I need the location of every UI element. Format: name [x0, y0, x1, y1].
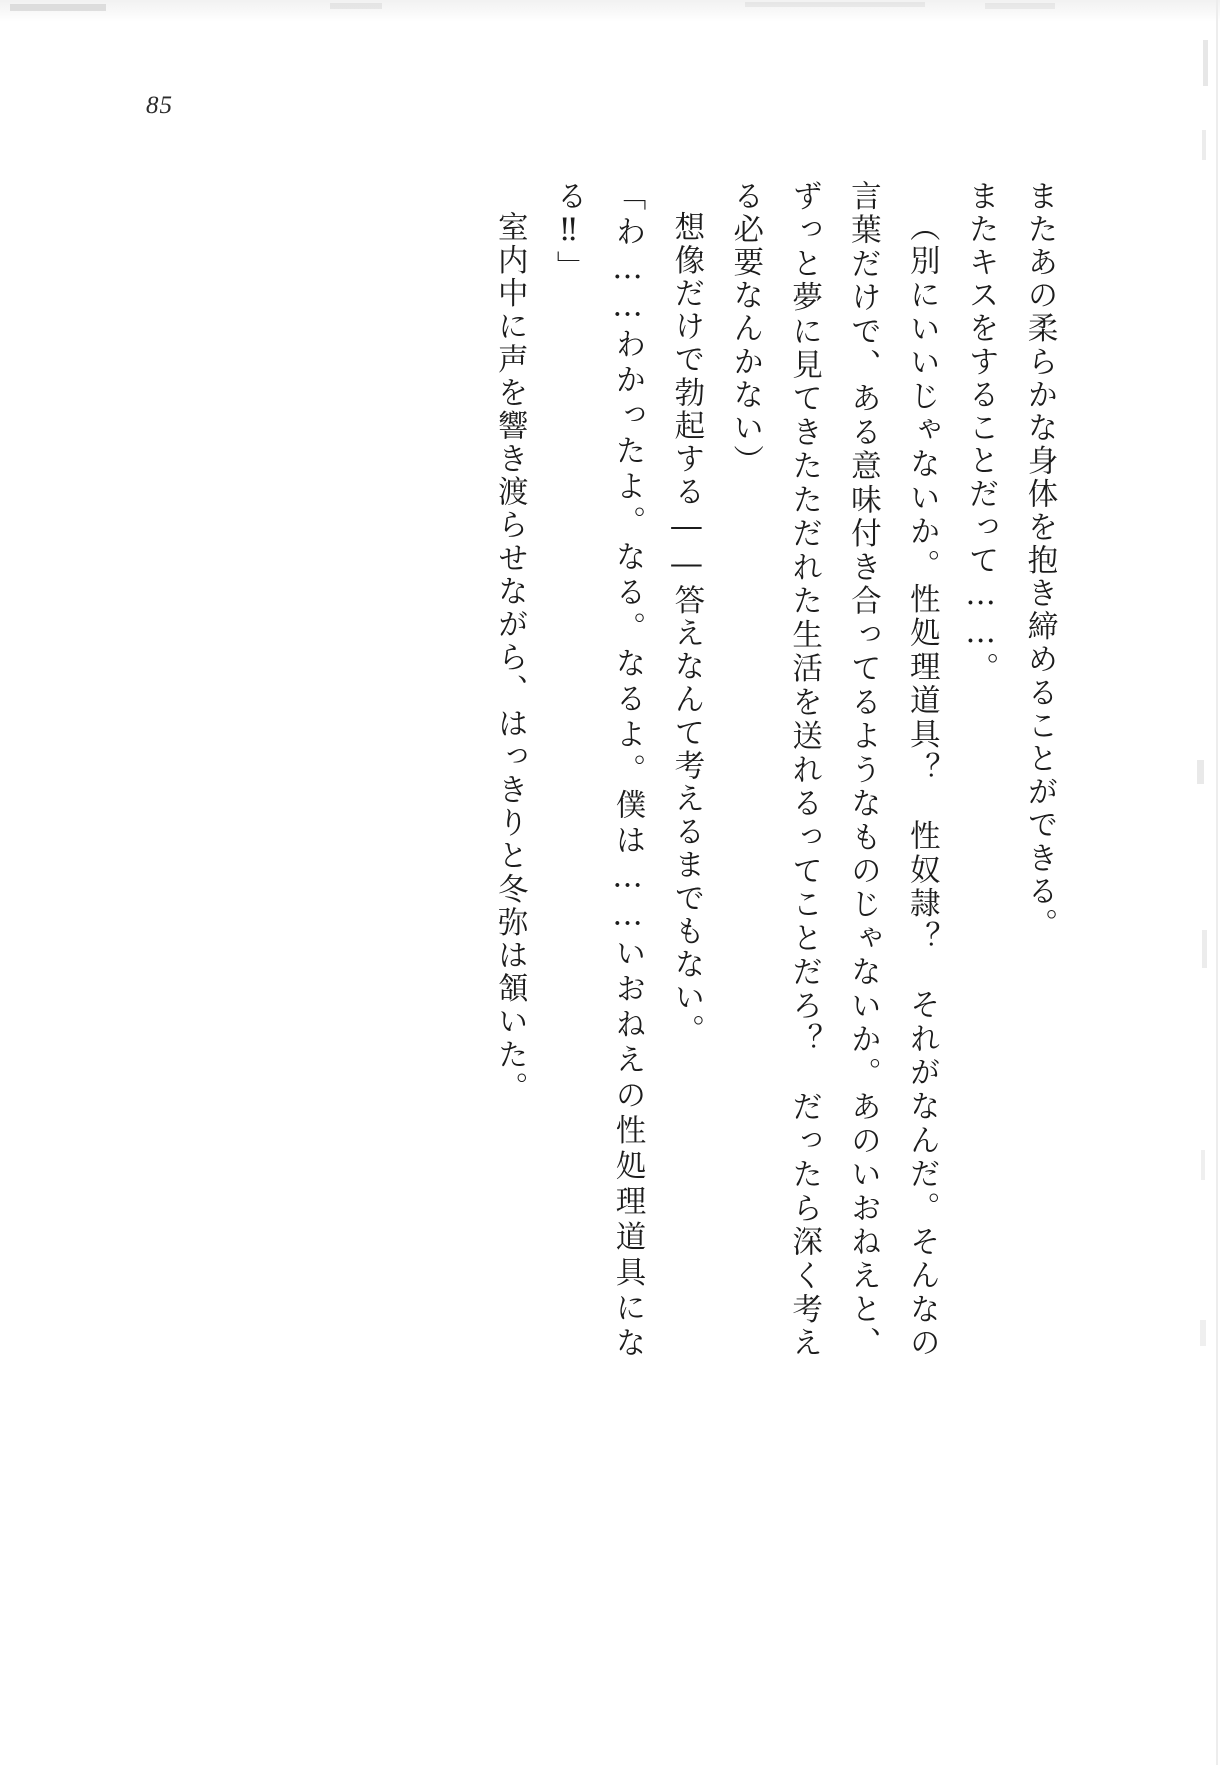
scan-speckle [745, 2, 925, 7]
body-text-block [479, 180, 1068, 1360]
paragraph: またあの柔らかな身体を抱き締めることができる。 [1022, 180, 1057, 942]
paragraph: 想像だけで勃起する――答えなんて考えるまでもない。 [668, 211, 704, 1048]
scan-speckle [985, 3, 1055, 9]
scan-speckle [10, 4, 106, 11]
scan-speckle [1201, 1150, 1205, 1180]
page-number: 85 [146, 92, 173, 119]
paragraph: （別にいいじゃないか。性処理道具？ 性奴隷？ それがなんだ。そんなの言葉だけで、ある意味付き合ってるようなものじゃないか。あのいおねえと、ずっと夢に見てきたただれた生活を送れるってことだろ？ だったら深く考える必要なんかない） [727, 180, 940, 1360]
paragraph-dialogue: 「わ……わかったよ。なる。なるよ。僕は……いおねえの性処理道具になる‼」 [551, 180, 645, 1360]
paragraph: 室内中に声を響き渡らせながら、はっきりと冬弥は頷いた。 [492, 211, 528, 1105]
paragraph: またキスをすることだって……。 [963, 180, 999, 686]
scan-speckle [1202, 930, 1207, 968]
scan-speckle [1202, 130, 1206, 160]
scan-speckle [1200, 1320, 1206, 1346]
scan-speckle [1197, 760, 1204, 784]
scan-edge-rail [1216, 0, 1218, 1765]
scan-edge-artifact [0, 0, 1220, 22]
scan-speckle [330, 3, 382, 9]
scan-speckle [1203, 40, 1208, 86]
